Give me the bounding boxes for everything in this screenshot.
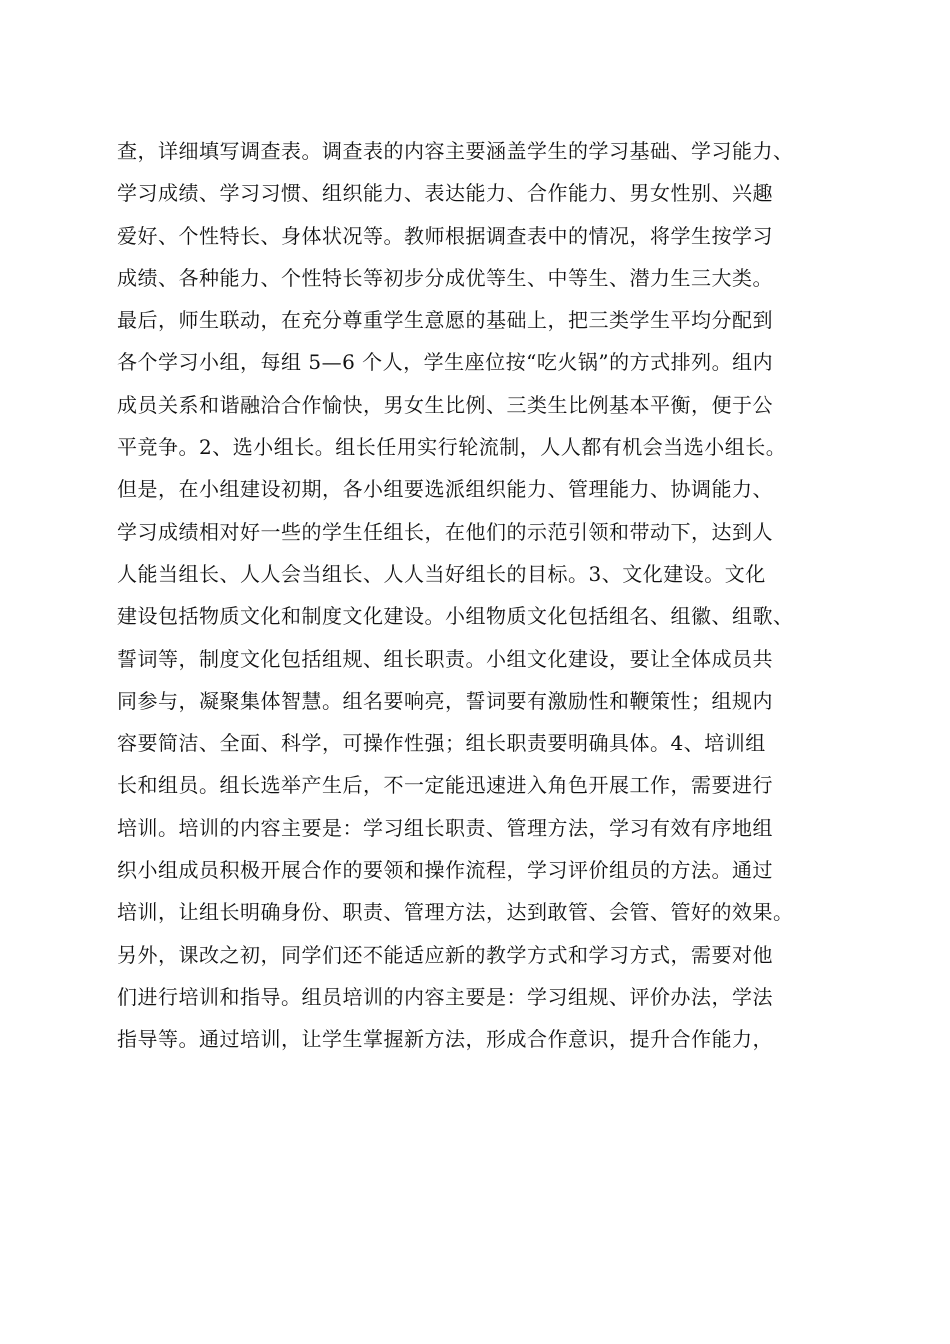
text-line: 各个学习小组，每组 5—6 个人，学生座位按“吃火锅”的方式排列。组内 [117, 350, 774, 375]
text-line: 建设包括物质文化和制度文化建设。小组物质文化包括组名、组徽、组歌、 [117, 604, 794, 629]
text-line: 誓词等，制度文化包括组规、组长职责。小组文化建设，要让全体成员共 [117, 646, 773, 671]
text-line: 培训，让组长明确身份、职责、管理方法，达到敢管、会管、管好的效果。 [117, 900, 794, 925]
text-line: 最后，师生联动，在充分尊重学生意愿的基础上，把三类学生平均分配到 [117, 308, 773, 333]
text-line: 人能当组长、人人会当组长、人人当好组长的目标。3、文化建设。文化 [117, 561, 766, 586]
body-paragraph [117, 130, 857, 1061]
text-line: 织小组成员积极开展合作的要领和操作流程，学习评价组员的方法。通过 [117, 858, 773, 883]
text-line: 指导等。通过培训，让学生掌握新方法，形成合作意识，提升合作能力， [117, 1027, 773, 1052]
text-line: 成绩、各种能力、个性特长等初步分成优等生、中等生、潜力生三大类。 [117, 265, 773, 290]
text-line: 另外，课改之初，同学们还不能适应新的教学方式和学习方式，需要对他 [117, 942, 773, 967]
text-line: 培训。培训的内容主要是：学习组长职责、管理方法，学习有效有序地组 [117, 815, 773, 840]
text-line: 同参与，凝聚集体智慧。组名要响亮，誓词要有激励性和鞭策性；组规内 [117, 688, 773, 713]
text-line: 学习成绩、学习习惯、组织能力、表达能力、合作能力、男女性别、兴趣 [117, 181, 773, 206]
text-line: 长和组员。组长选举产生后，不一定能迅速进入角色开展工作，需要进行 [117, 773, 773, 798]
text-line: 但是，在小组建设初期，各小组要选派组织能力、管理能力、协调能力、 [117, 477, 773, 502]
text-line: 查，详细填写调查表。调查表的内容主要涵盖学生的学习基础、学习能力、 [117, 139, 794, 163]
text-line: 爱好、个性特长、身体状况等。教师根据调查表中的情况，将学生按学习 [117, 223, 773, 248]
text-line: 容要简洁、全面、科学，可操作性强；组长职责要明确具体。4、培训组 [117, 731, 766, 756]
text-line: 学习成绩相对好一些的学生任组长，在他们的示范引领和带动下，达到人 [117, 519, 773, 544]
text-line: 平竞争。2、选小组长。组长任用实行轮流制，人人都有机会当选小组长。 [117, 435, 787, 460]
text-line: 们进行培训和指导。组员培训的内容主要是：学习组规、评价办法，学法 [117, 984, 773, 1009]
text-line: 成员关系和谐融洽合作愉快，男女生比例、三类生比例基本平衡，便于公 [117, 392, 773, 417]
